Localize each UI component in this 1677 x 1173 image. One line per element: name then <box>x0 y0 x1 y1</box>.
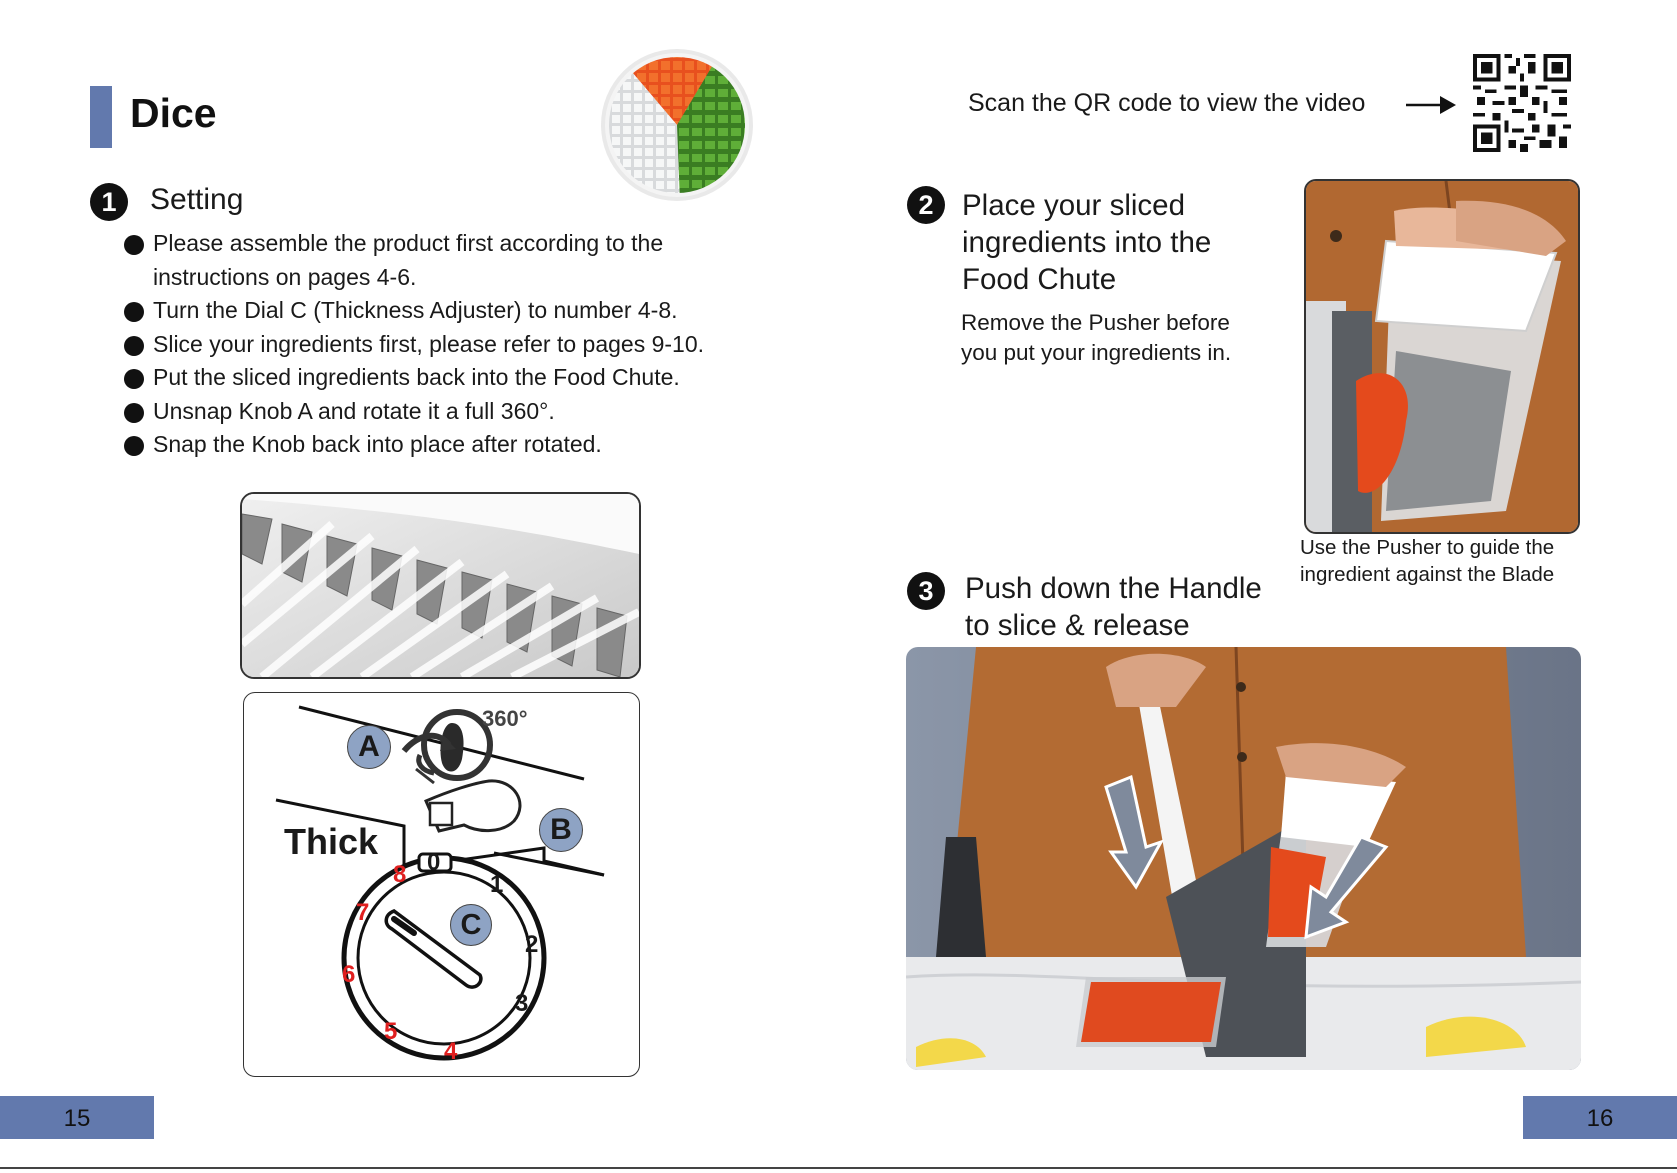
part-b-label: B <box>539 808 583 852</box>
page-title: Dice <box>130 90 217 136</box>
title-accent-bar <box>90 86 112 148</box>
qr-code-image[interactable] <box>1473 54 1571 152</box>
step-3-title-line: Push down the Handle <box>965 572 1262 605</box>
dial-number-red: 6 <box>342 961 356 988</box>
qr-prompt: Scan the QR code to view the video <box>968 89 1366 117</box>
step-1-heading: Setting <box>150 183 244 216</box>
page-bottom-rule <box>0 1167 1677 1169</box>
knob-a-label: A <box>347 725 391 769</box>
caption-line: Use the Pusher to guide the <box>1300 536 1555 559</box>
step-1-number: 1 <box>90 183 128 221</box>
instruction-item: Snap the Knob back into place after rotated. <box>124 428 764 462</box>
instruction-item: Turn the Dial C (Thickness Adjuster) to number 4-8. <box>124 294 764 328</box>
step-3-title-line: to slice & release <box>965 609 1190 642</box>
dial-c-label: C <box>450 904 492 946</box>
dial-number-red: 7 <box>356 899 370 926</box>
instruction-item: Please assemble the product first according to the instructions on pages 4-6. <box>124 227 764 294</box>
setting-instructions-list <box>124 227 764 462</box>
dial-number: 1 <box>490 871 504 898</box>
dial-labels <box>244 693 639 1076</box>
step-2-title <box>962 187 1211 298</box>
step-2-title-line: ingredients into the <box>962 226 1212 259</box>
instruction-item: Put the sliced ingredients back into the Food Chute. <box>124 361 764 395</box>
page-number-left: 15 <box>0 1096 154 1139</box>
dial-number-red: 4 <box>444 1038 458 1065</box>
step-2-note-line: Remove the Pusher before <box>961 310 1230 335</box>
dial-number: 2 <box>525 931 539 958</box>
instruction-item: Slice your ingredients first, please refer to pages 9-10. <box>124 328 764 362</box>
rotation-label: 360° <box>482 706 528 731</box>
dial-number: 0 <box>427 849 441 876</box>
dial-number-red: 5 <box>384 1018 398 1045</box>
step-2-number: 2 <box>907 186 945 224</box>
page-number-right: 16 <box>1523 1096 1677 1139</box>
dial-number: 3 <box>515 990 529 1017</box>
step-2-title-line: Food Chute <box>962 263 1117 296</box>
dial-number-red: 8 <box>393 861 407 888</box>
step-2-note <box>961 308 1231 368</box>
step-3-title <box>965 570 1262 644</box>
thick-label: Thick <box>284 821 379 862</box>
dial-diagram <box>243 692 640 1077</box>
blade-closeup-photo <box>240 492 641 679</box>
step-2-title-line: Place your sliced <box>962 189 1185 222</box>
caption-line: ingredient against the Blade <box>1300 563 1555 586</box>
diced-vegetables-photo <box>600 48 754 202</box>
push-handle-photo <box>906 647 1581 1070</box>
step-2-note-line: you put your ingredients in. <box>961 340 1232 365</box>
food-chute-photo <box>1304 179 1580 534</box>
arrow-right-icon <box>1406 93 1458 117</box>
step-3-number: 3 <box>907 572 945 610</box>
instruction-item: Unsnap Knob A and rotate it a full 360°. <box>124 395 764 429</box>
pusher-caption <box>1300 534 1590 588</box>
